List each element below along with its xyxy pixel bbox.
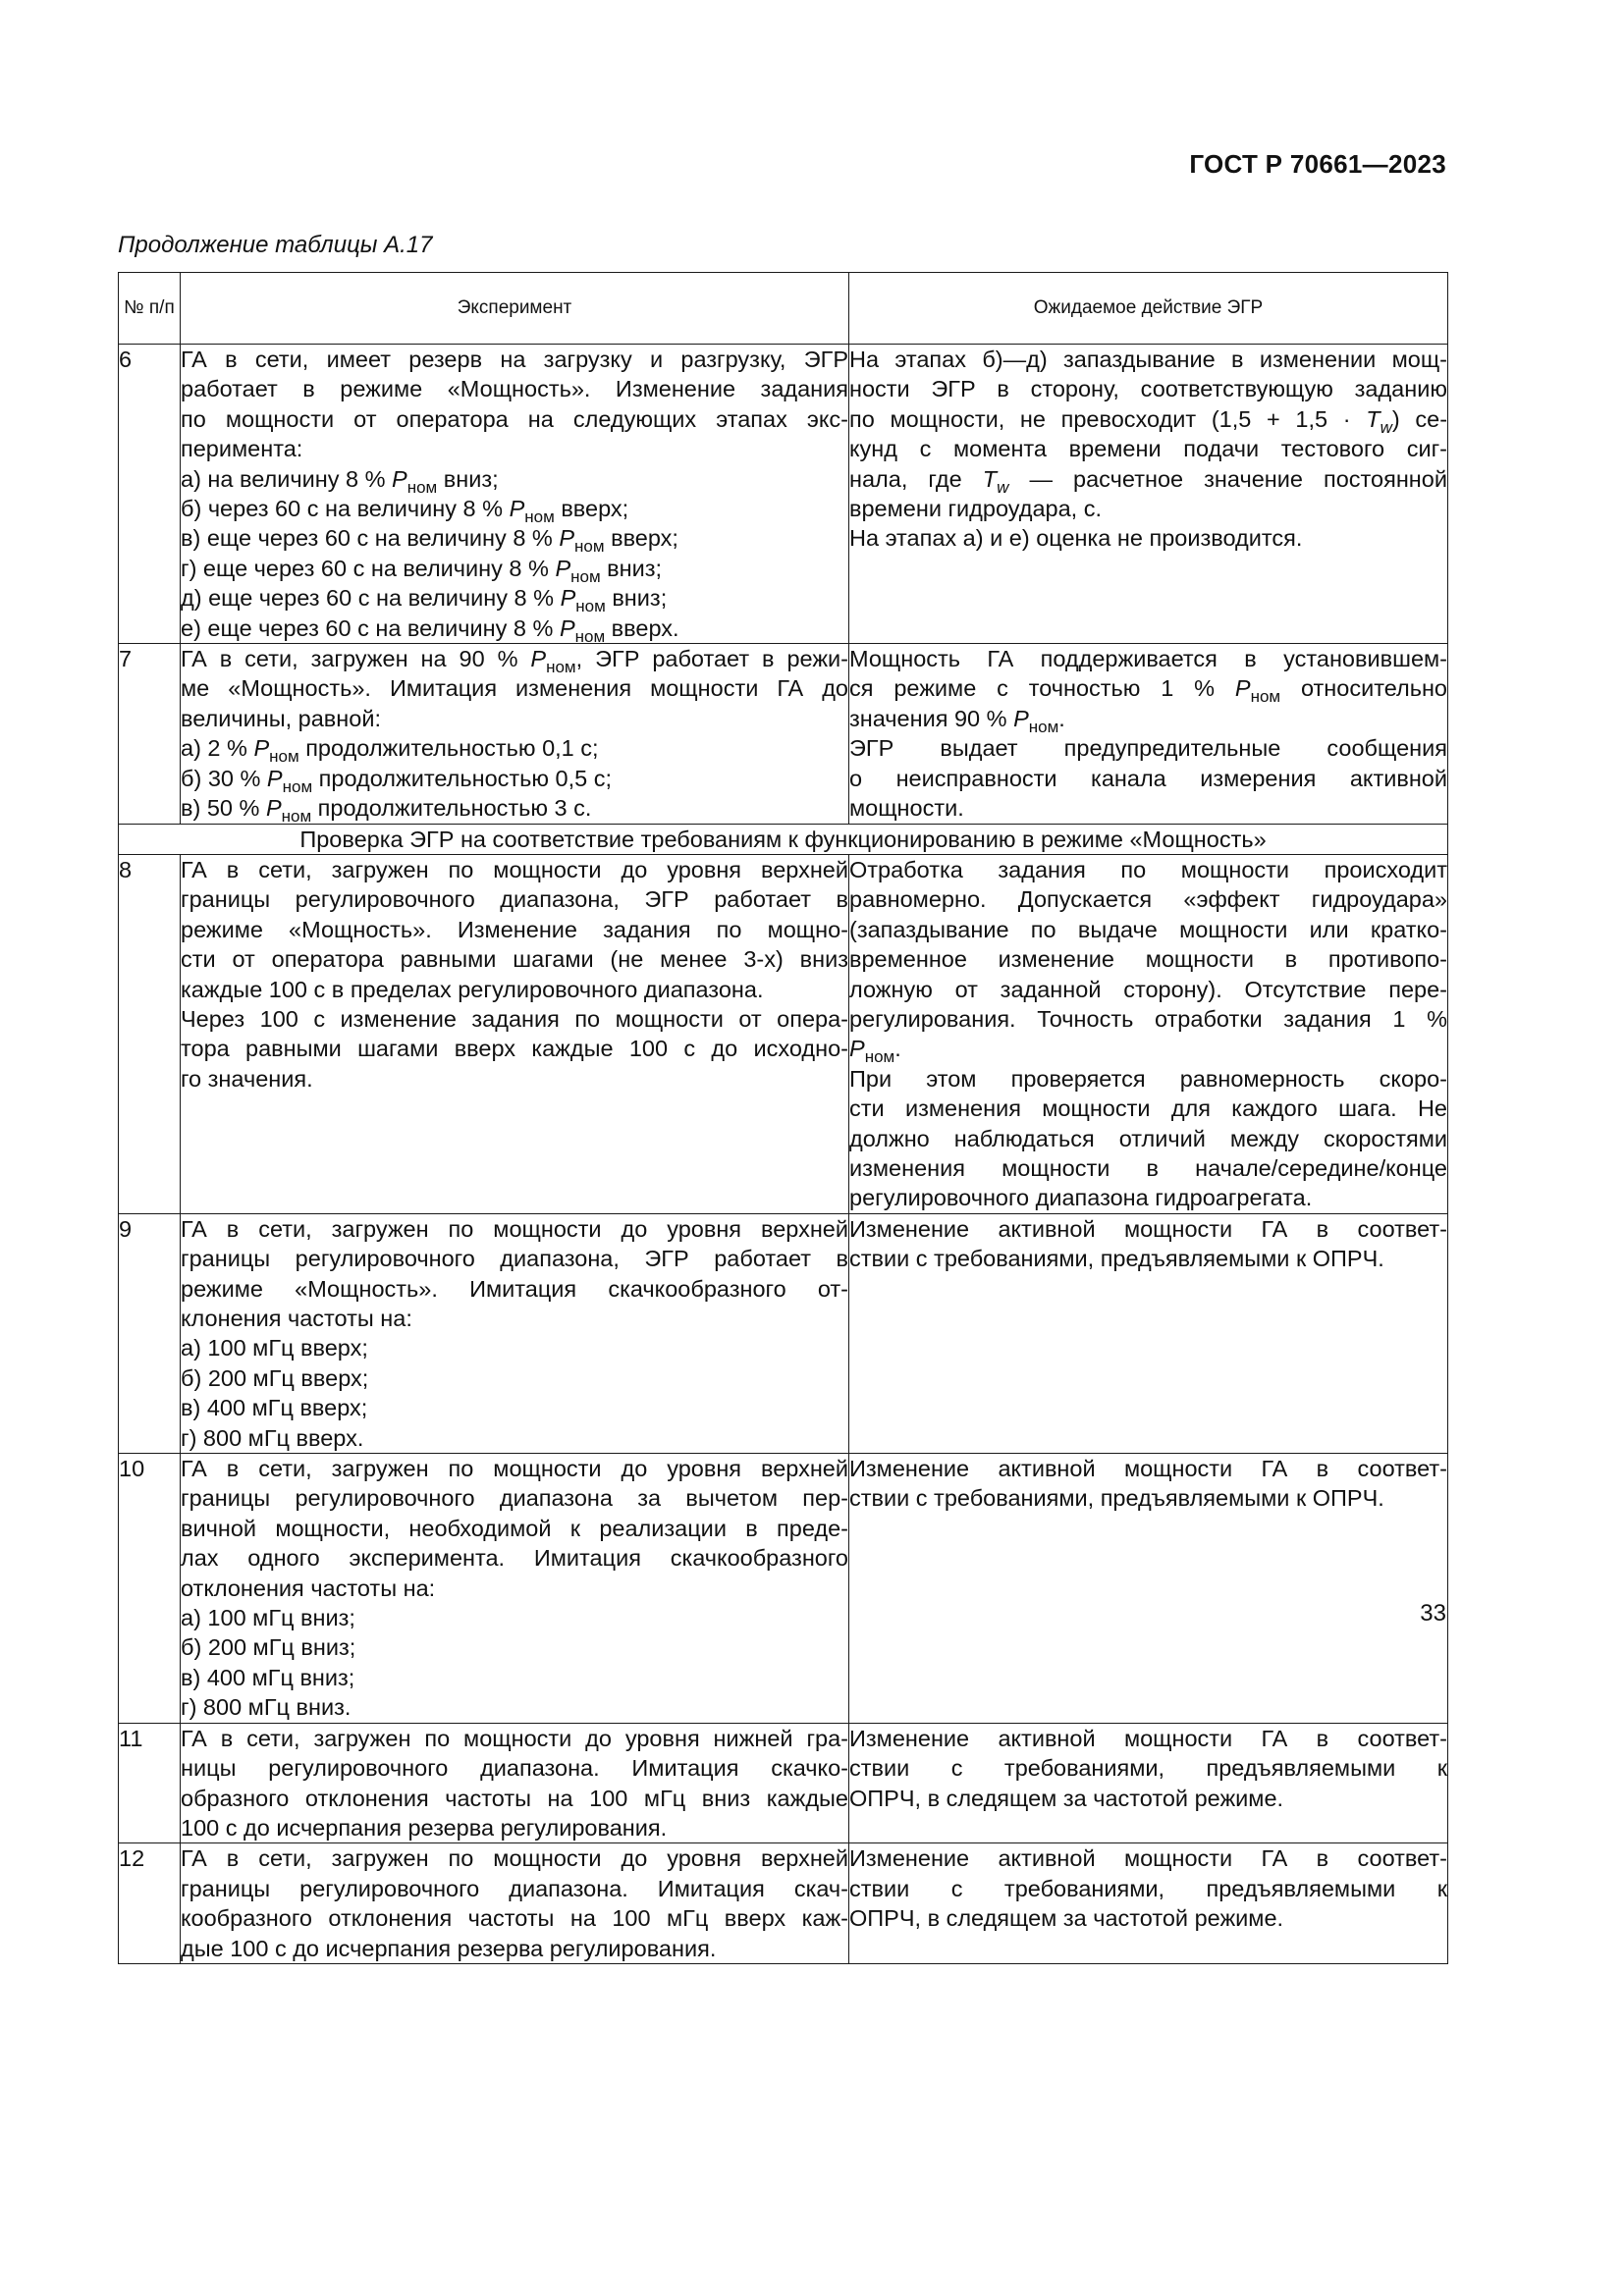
section-title-row xyxy=(119,824,1448,854)
cell-line: в) 400 мГц вверх; xyxy=(181,1395,368,1421)
cell-line: равномерно. Допускается «эффект гидроудара» xyxy=(849,886,1447,913)
header-expected: Ожидаемое действие ЭГР xyxy=(849,273,1448,345)
experiment-cell xyxy=(181,644,849,827)
cell-line: Через 100 с изменение задания по мощности от опера- xyxy=(181,1005,848,1032)
table-row xyxy=(119,644,1448,824)
experiment-cell xyxy=(181,345,849,644)
table-row xyxy=(119,854,1448,1213)
table-body xyxy=(119,345,1448,1964)
cell-line: ствии с требованиями, предъявляемыми к ОПРЧ. xyxy=(849,1485,1384,1512)
experiment-cell xyxy=(181,1723,849,1843)
cell-line: ствии с требованиями, предъявляемыми к ОПРЧ. xyxy=(849,1246,1384,1272)
experiment-cell xyxy=(181,1213,849,1453)
row-number: 8 xyxy=(119,854,181,1213)
cell-line: а) 2 % $P_{ном}$ продолжительностью 0,1 с; xyxy=(181,735,599,767)
cell-line: б) 200 мГц вниз; xyxy=(181,1634,356,1661)
experiment-cell xyxy=(181,1454,849,1724)
cell-line: должно наблюдаться отличий между скоростями xyxy=(849,1125,1447,1151)
cell-line: Изменение активной мощности ГА в соответ- xyxy=(849,1725,1447,1751)
cell-line: ГА в сети, загружен на 90 % $P_{ном}$, ЭГР работает в режи- xyxy=(181,646,848,677)
table-row xyxy=(119,1454,1448,1724)
cell-line: (запаздывание по выдаче мощности или кратко- xyxy=(849,916,1447,942)
cell-line: в) 400 мГц вниз; xyxy=(181,1664,355,1690)
cell-line: а) 100 мГц вниз; xyxy=(181,1605,355,1631)
cell-line: в) 50 % $P_{ном}$ продолжительностью 3 с. xyxy=(181,795,592,827)
cell-line: ствии с требованиями, предъявляемыми к xyxy=(849,1875,1447,1901)
results-table xyxy=(118,272,1448,1964)
experiment-cell xyxy=(181,1843,849,1964)
table-row xyxy=(119,1213,1448,1453)
cell-line: а) на величину 8 % $P_{ном}$ вниз; xyxy=(181,465,499,497)
cell-line: ности ЭГР в сторону, соответствующую заданию xyxy=(849,376,1447,402)
cell-line: образного отклонения частоты на 100 мГц вниз каждые xyxy=(181,1785,848,1811)
cell-line: границы регулировочного диапазона, ЭГР работает в xyxy=(181,1246,848,1272)
cell-line: ГА в сети, загружен по мощности до уровня верхней xyxy=(181,1456,848,1482)
expected-cell xyxy=(849,345,1448,644)
cell-line: по мощности от оператора на следующих этапах экс- xyxy=(181,405,848,432)
header-experiment: Эксперимент xyxy=(181,273,849,345)
cell-line: величины, равной: xyxy=(181,705,381,731)
cell-line: г) 800 мГц вниз. xyxy=(181,1694,352,1721)
table-row xyxy=(119,1843,1448,1964)
cell-line: изменения мощности в начале/середине/конце xyxy=(849,1154,1447,1181)
cell-line: Отработка задания по мощности происходит xyxy=(849,856,1447,882)
page-number: 33 xyxy=(1420,1600,1446,1627)
cell-line: по мощности, не превосходит $(1,5 + 1,5 \cdot T_w)$ се- xyxy=(849,405,1448,437)
table-row xyxy=(119,1723,1448,1843)
cell-line: регулирования. Точность отработки задания 1 % xyxy=(849,1005,1447,1032)
cell-line: Мощность ГА поддерживается в установившем- xyxy=(849,646,1447,672)
cell-line: режиме «Мощность». Изменение задания по мощно- xyxy=(181,916,848,942)
cell-line: сти от оператора равными шагами (не менее 3-х) вниз xyxy=(181,946,848,973)
cell-line: ОПРЧ, в следящем за частотой режиме. xyxy=(849,1785,1284,1811)
cell-line: Изменение активной мощности ГА в соответ- xyxy=(849,1456,1447,1482)
cell-line: г) еще через 60 с на величину 8 % $P_{ном}$ вниз; xyxy=(181,555,663,586)
cell-line: б) 200 мГц вверх; xyxy=(181,1364,369,1391)
cell-line: кунд с момента времени подачи тестового сиг- xyxy=(849,436,1447,462)
row-number: 6 xyxy=(119,345,181,644)
expected-cell xyxy=(849,1843,1448,1964)
cell-line: ся режиме с точностью 1 % $P_{ном}$ относительно xyxy=(849,675,1447,707)
cell-line: работает в режиме «Мощность». Изменение задания xyxy=(181,376,848,402)
table-caption: Продолжение таблицы А.17 xyxy=(118,232,433,258)
cell-line: д) еще через 60 с на величину 8 % $P_{ном}$ вниз; xyxy=(181,585,668,616)
expected-cell xyxy=(849,1723,1448,1843)
cell-line: ствии с требованиями, предъявляемыми к xyxy=(849,1755,1447,1782)
cell-line: нала, где $T_w$ — расчетное значение постоянной xyxy=(849,465,1447,497)
cell-line: лах одного эксперимента. Имитация скачкообразного xyxy=(181,1545,848,1572)
cell-line: границы регулировочного диапазона. Имитация скач- xyxy=(181,1875,848,1901)
cell-line: ме «Мощность». Имитация изменения мощности ГА до xyxy=(181,675,848,702)
experiment-cell xyxy=(181,854,849,1213)
cell-line: вичной мощности, необходимой к реализации в преде- xyxy=(181,1515,848,1541)
cell-line: 100 с до исчерпания резерва регулирования. xyxy=(181,1814,668,1841)
cell-line: Изменение активной мощности ГА в соответ- xyxy=(849,1215,1447,1242)
cell-line: дые 100 с до исчерпания резерва регулирования. xyxy=(181,1935,717,1961)
expected-cell xyxy=(849,1454,1448,1724)
cell-line: ГА в сети, загружен по мощности до уровня верхней xyxy=(181,1215,848,1242)
cell-line: регулировочного диапазона гидроагрегата. xyxy=(849,1185,1313,1211)
cell-line: При этом проверяется равномерность скоро- xyxy=(849,1065,1447,1092)
cell-line: ГА в сети, загружен по мощности до уровня верхней xyxy=(181,1845,848,1872)
cell-line: ГА в сети, имеет резерв на загрузку и разгрузку, ЭГР xyxy=(181,347,848,372)
cell-line: г) 800 мГц вверх. xyxy=(181,1424,364,1451)
cell-line: тора равными шагами вверх каждые 100 с до исходно- xyxy=(181,1036,848,1062)
cell-line: мощности. xyxy=(849,795,964,822)
row-number: 12 xyxy=(119,1843,181,1964)
cell-line: На этапах а) и е) оценка не производится. xyxy=(849,525,1303,552)
cell-line: а) 100 мГц вверх; xyxy=(181,1335,368,1362)
table-header-row xyxy=(119,273,1448,345)
cell-line: временное изменение мощности в противопо- xyxy=(849,946,1447,973)
row-number: 11 xyxy=(119,1723,181,1843)
cell-line: ГА в сети, загружен по мощности до уровня нижней гра- xyxy=(181,1725,848,1751)
cell-line: каждые 100 с в пределах регулировочного диапазона. xyxy=(181,976,764,1002)
cell-line: границы регулировочного диапазона, ЭГР работает в xyxy=(181,886,848,913)
cell-line: На этапах б)—д) запаздывание в изменении мощ- xyxy=(849,347,1447,372)
cell-line: сти изменения мощности для каждого шага. Не xyxy=(849,1095,1447,1122)
cell-line: в) еще через 60 с на величину 8 % $P_{ном}$ вверх; xyxy=(181,525,678,557)
cell-line: го значения. xyxy=(181,1065,313,1092)
cell-line: Изменение активной мощности ГА в соответ- xyxy=(849,1845,1447,1872)
cell-line: перимента: xyxy=(181,436,303,462)
cell-line: б) через 60 с на величину 8 % $P_{ном}$ вверх; xyxy=(181,496,629,527)
cell-line: ницы регулировочного диапазона. Имитация скачко- xyxy=(181,1755,848,1782)
row-number: 10 xyxy=(119,1454,181,1724)
document-code: ГОСТ Р 70661—2023 xyxy=(1189,149,1446,179)
cell-line: ОПРЧ, в следящем за частотой режиме. xyxy=(849,1905,1284,1932)
cell-line: ложную от заданной сторону). Отсутствие пере- xyxy=(849,976,1447,1002)
cell-line: времени гидроудара, с. xyxy=(849,496,1102,522)
table-row xyxy=(119,345,1448,644)
cell-line: б) 30 % $P_{ном}$ продолжительностью 0,5 с; xyxy=(181,765,613,796)
cell-line: е) еще через 60 с на величину 8 % $P_{ном}$ вверх. xyxy=(181,614,679,646)
cell-line: отклонения частоты на: xyxy=(181,1575,436,1601)
cell-line: кообразного отклонения частоты на 100 мГц вверх каж- xyxy=(181,1905,848,1932)
expected-cell xyxy=(849,644,1448,824)
row-number: 7 xyxy=(119,644,181,824)
header-num: № п/п xyxy=(119,273,181,345)
cell-line: клонения частоты на: xyxy=(181,1306,412,1331)
cell-line: режиме «Мощность». Имитация скачкообразного от- xyxy=(181,1275,848,1302)
row-number: 9 xyxy=(119,1213,181,1453)
expected-cell xyxy=(849,854,1448,1213)
expected-cell xyxy=(849,1213,1448,1453)
cell-line: ГА в сети, загружен по мощности до уровня верхней xyxy=(181,856,848,882)
cell-line: границы регулировочного диапазона за вычетом пер- xyxy=(181,1485,848,1512)
cell-line: ЭГР выдает предупредительные сообщения xyxy=(849,735,1447,762)
section-title: Проверка ЭГР на соответствие требованиям к функционированию в режиме «Мощность» xyxy=(119,824,1448,854)
cell-line: значения 90 % $P_{ном}$. xyxy=(849,705,1065,736)
cell-line: о неисправности канала измерения активной xyxy=(849,765,1447,791)
cell-line: $P_{ном}$. xyxy=(849,1036,901,1067)
